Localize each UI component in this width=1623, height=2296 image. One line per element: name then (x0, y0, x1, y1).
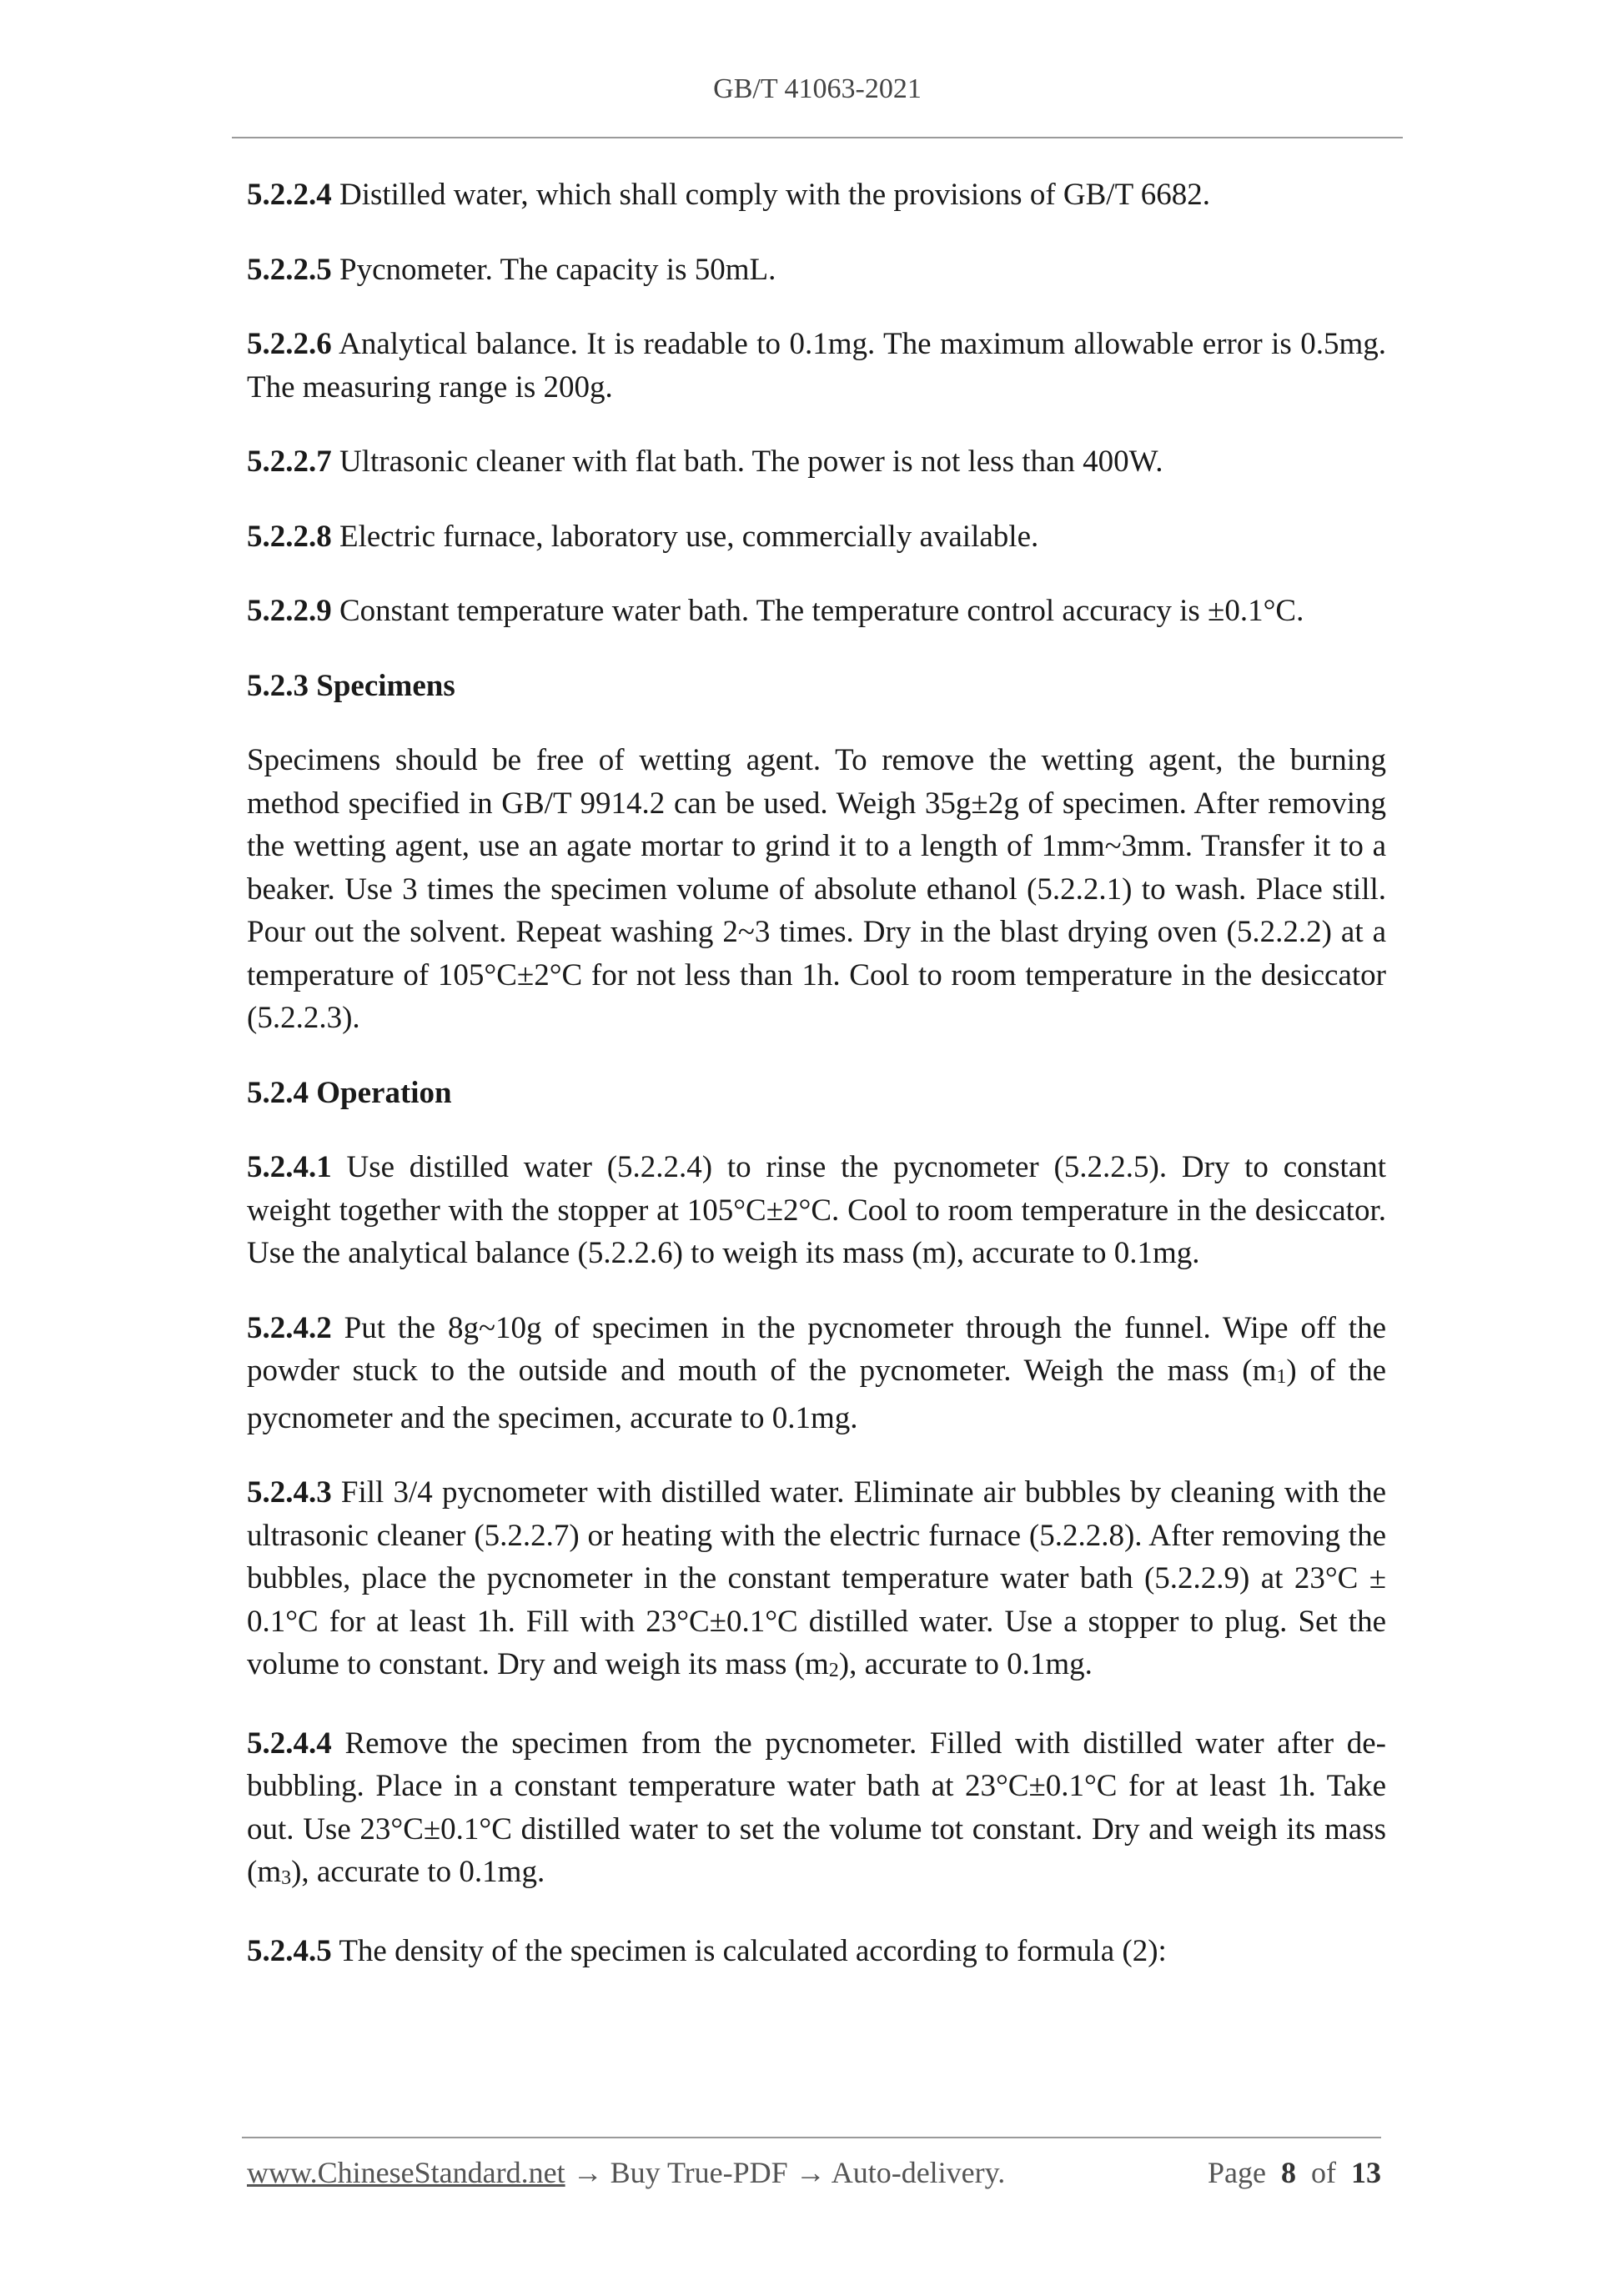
clause-5-2-4-1 (247, 1146, 1386, 1275)
arrow-icon: → (787, 2156, 832, 2189)
page-total: 13 (1351, 2156, 1381, 2189)
page-indicator (1208, 2155, 1381, 2190)
page-number: 8 (1281, 2156, 1296, 2189)
clause-text: ), accurate to 0.1mg. (838, 1647, 1093, 1681)
clause-5-2-2-7 (247, 440, 1386, 484)
clause-5-2-2-6 (247, 323, 1386, 409)
clause-5-2-2-8 (247, 515, 1386, 559)
clause-number: 5.2.2.7 (247, 445, 332, 479)
clause-number: 5.2.2.6 (247, 327, 332, 361)
clause-number: 5.2.4.2 (247, 1310, 332, 1345)
clause-text: Electric furnace, laboratory use, commercially available. (331, 519, 1039, 554)
buy-pdf-text: Buy True-PDF (610, 2156, 788, 2189)
clause-5-2-4-3 (247, 1471, 1386, 1691)
clause-5-2-2-5 (247, 249, 1386, 292)
clause-number: 5.2.4.4 (247, 1726, 332, 1761)
clause-5-2-4-2 (247, 1307, 1386, 1440)
clause-text: Pycnometer. The capacity is 50mL. (331, 252, 776, 287)
clause-text: The density of the specimen is calculated according to formula (2): (331, 1933, 1167, 1968)
clause-number: 5.2.2.9 (247, 594, 332, 628)
clause-number: 5.2.2.4 (247, 178, 332, 212)
clause-number: 5.2.4.3 (247, 1475, 332, 1510)
of-label: of (1311, 2156, 1336, 2189)
clause-number: 5.2.2.5 (247, 252, 332, 287)
clause-text: ) of the pycnometer and the specimen, accurate to 0.1mg. (247, 1354, 1386, 1435)
website-link[interactable]: www.ChineseStandard.net (247, 2156, 565, 2189)
section-heading-operation: 5.2.4 Operation (247, 1075, 452, 1110)
subscript: 2 (828, 1660, 839, 1681)
clause-text: Use distilled water (5.2.2.4) to rinse the pycnometer (5.2.2.5). Dry to constant weight together with the stopper at 105°C±2°C. Cool to room temperature in the desiccator. Use the analytical balance (5.2.2.6) to weigh its mass (m), accurate to 0.1mg. (247, 1150, 1386, 1270)
page-footer (247, 2155, 1381, 2190)
clause-text: Remove the specimen from the pycnometer. Filled with distilled water after de-bubbling. Place in a constant temperature water bath at 23°C±0.1°C for at least 1h. Take out. Use 23°C±0.1°C distilled water to set the volume tot constant. Dry and weigh its mass (m (247, 1726, 1386, 1889)
auto-delivery-text: Auto-delivery. (831, 2156, 1006, 2189)
clause-text: Constant temperature water bath. The temperature control accuracy is ±0.1°C. (331, 594, 1304, 628)
clause-5-2-2-9 (247, 590, 1386, 633)
clause-text: Fill 3/4 pycnometer with distilled water. Eliminate air bubbles by cleaning with the ultrasonic cleaner (5.2.2.7) or heating with the electric furnace (5.2.2.8). After removing the bubbles, place the pycnometer in the constant temperature water bath (5.2.2.9) at 23°C ± 0.1°C for at least 1h. Fill with 23°C±0.1°C distilled water. Use a stopper to plug. Set the volume to constant. Dry and weigh its mass (m (247, 1475, 1386, 1681)
clause-5-2-4-4 (247, 1722, 1386, 1898)
clause-number: 5.2.4.5 (247, 1933, 332, 1968)
subscript: 3 (281, 1867, 292, 1889)
clause-text: ), accurate to 0.1mg. (291, 1855, 545, 1889)
arrow-icon: → (565, 2156, 611, 2189)
clause-5-2-4-5 (247, 1930, 1386, 1973)
subscript: 1 (1276, 1366, 1287, 1388)
clause-5-2-2-4 (247, 173, 1386, 217)
clause-text: Ultrasonic cleaner with flat bath. The power is not less than 400W. (331, 445, 1163, 479)
section-heading-specimens: 5.2.3 Specimens (247, 668, 455, 703)
clause-number: 5.2.2.8 (247, 519, 332, 554)
header-divider (232, 137, 1403, 138)
clause-text: Distilled water, which shall comply with the provisions of GB/T 6682. (331, 178, 1211, 212)
document-body (247, 173, 1386, 2004)
clause-text: Put the 8g~10g of specimen in the pycnometer through the funnel. Wipe off the powder stuck to the outside and mouth of the pycnometer. Weigh the mass (m (247, 1310, 1386, 1388)
clause-text: Analytical balance. It is readable to 0.1mg. The maximum allowable error is 0.5mg. The measuring range is 200g. (247, 327, 1386, 404)
footer-divider (242, 2137, 1381, 2138)
clause-number: 5.2.4.1 (247, 1150, 332, 1184)
specimens-paragraph: Specimens should be free of wetting agent. To remove the wetting agent, the burning method specified in GB/T 9914.2 can be used. Weigh 35g±2g of specimen. After removing the wetting agent, use an agate mortar to grind it to a length of 1mm~3mm. Transfer it to a beaker. Use 3 times the specimen volume of absolute ethanol (5.2.2.1) to wash. Place still. Pour out the solvent. Repeat washing 2~3 times. Dry in the blast drying oven (5.2.2.2) at a temperature of 105°C±2°C for not less than 1h. Cool to room temperature in the desiccator (5.2.2.3). (247, 743, 1386, 1035)
document-header-title: GB/T 41063-2021 (713, 73, 922, 104)
page-label: Page (1208, 2156, 1266, 2189)
